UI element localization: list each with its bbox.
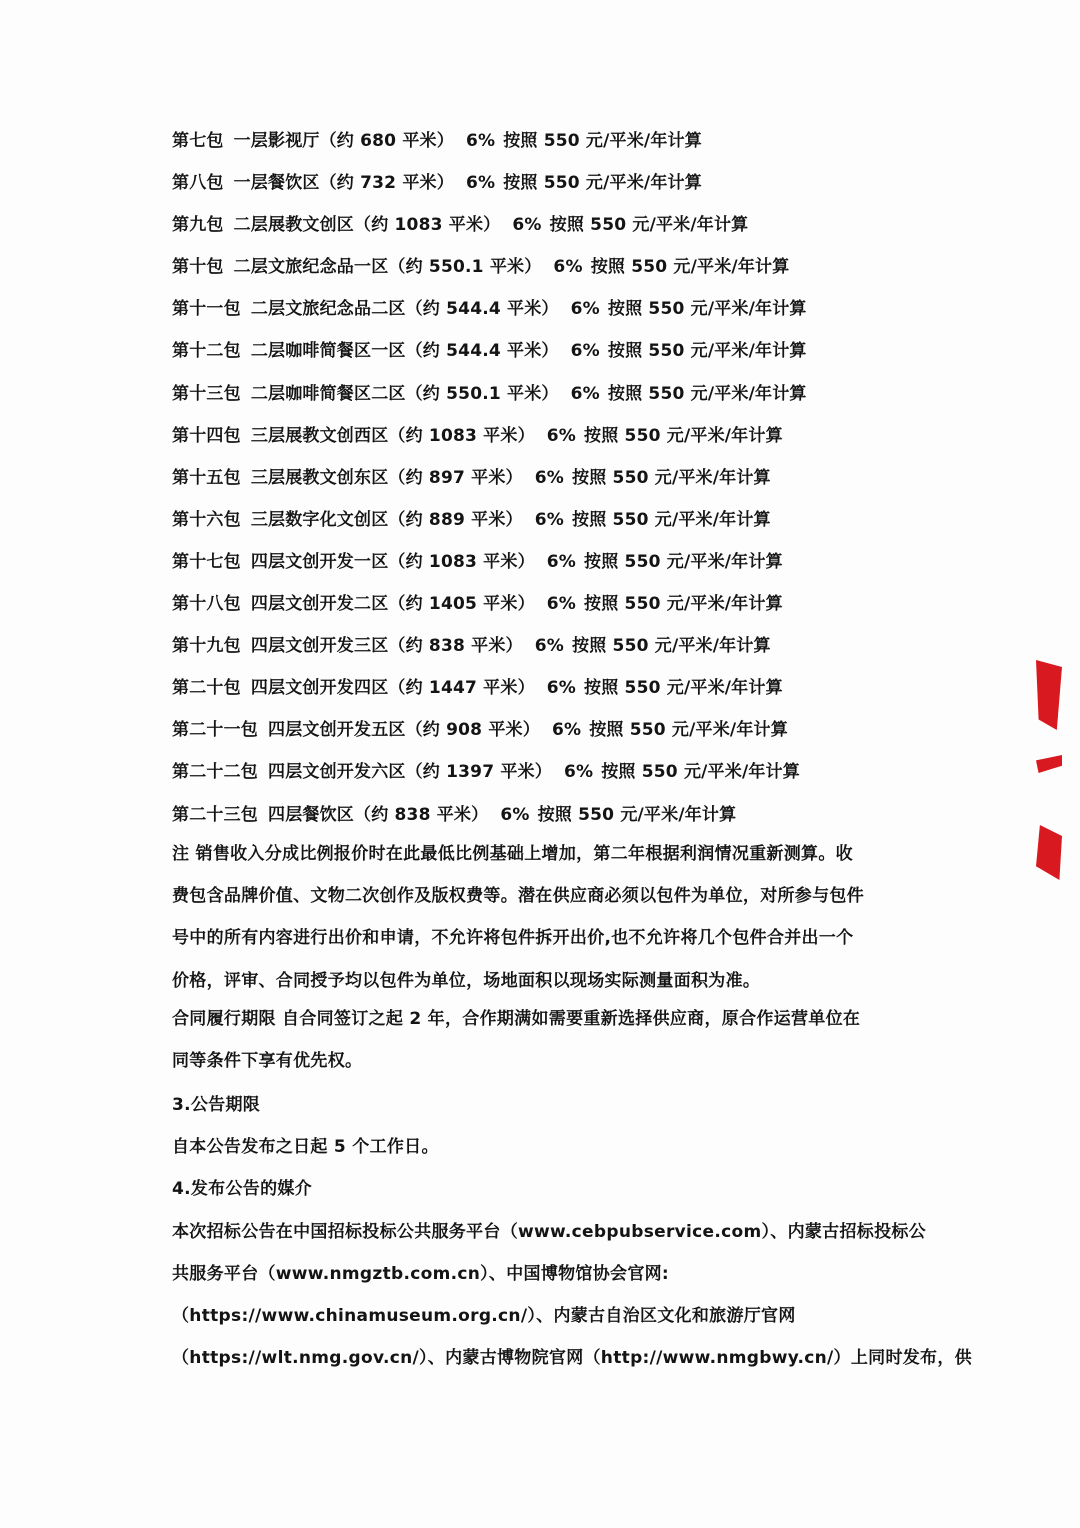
- package-ratio: 6%: [534, 467, 565, 488]
- package-number: 第十七包: [172, 551, 241, 572]
- package-price: 按照 550 元/平米/年计算: [584, 425, 783, 446]
- package-number: 第十一包: [172, 299, 241, 320]
- package-row: [172, 124, 932, 166]
- package-number: 第十九包: [172, 636, 241, 657]
- package-price: 按照 550 元/平米/年计算: [607, 341, 807, 362]
- package-price: 按照 550 元/平米/年计算: [503, 173, 702, 194]
- section-heading-media: 4.发布公告的媒介: [172, 1179, 312, 1200]
- package-row: [172, 377, 932, 419]
- package-ratio: 6%: [546, 551, 577, 572]
- package-ratio: 6%: [500, 804, 530, 825]
- media-line: （https://wlt.nmg.gov.cn/）、内蒙古博物院官网（http://www.nmgbwy.cn/）上同时发布，供: [172, 1348, 972, 1369]
- package-ratio: 6%: [546, 425, 577, 446]
- package-ratio: 6%: [563, 762, 594, 783]
- package-area: 四层文创开发一区（约 1083 平米）: [250, 551, 535, 572]
- seal-fragment: [1036, 660, 1062, 730]
- package-ratio: 6%: [512, 215, 542, 236]
- package-area: 二层文旅纪念品一区（约 550.1 平米）: [233, 257, 542, 278]
- package-price: 按照 550 元/平米/年计算: [590, 257, 790, 278]
- package-price: 按照 550 元/平米/年计算: [537, 804, 737, 825]
- package-number: 第十三包: [172, 383, 241, 404]
- package-list: [172, 124, 932, 840]
- note-line: 价格，评审、合同授予均以包件为单位，场地面积以现场实际测量面积为准。: [172, 970, 761, 991]
- package-ratio: 6%: [546, 678, 577, 699]
- package-ratio: 6%: [534, 636, 565, 657]
- package-number: 第二十二包: [172, 762, 258, 783]
- package-area: 二层文旅纪念品二区（约 544.4 平米）: [250, 299, 559, 320]
- package-price: 按照 550 元/平米/年计算: [607, 299, 807, 320]
- term-line: 合同履行期限 自合同签订之起 2 年，合作期满如需要重新选择供应商，原合作运营单位在: [172, 1009, 861, 1029]
- package-price: 按照 550 元/平米/年计算: [584, 678, 783, 699]
- package-area: 四层文创开发二区（约 1405 平米）: [250, 594, 535, 615]
- package-row: [172, 461, 932, 503]
- package-area: 二层咖啡简餐区二区（约 550.1 平米）: [250, 383, 559, 404]
- package-ratio: 6%: [465, 131, 496, 151]
- package-number: 第二十三包: [172, 804, 258, 825]
- package-number: 第九包: [172, 215, 224, 236]
- package-price: 按照 550 元/平米/年计算: [549, 215, 749, 236]
- package-area: 四层文创开发五区（约 908 平米）: [268, 720, 540, 741]
- red-seal-stamp: [1036, 660, 1066, 890]
- package-price: 按照 550 元/平米/年计算: [584, 551, 783, 572]
- package-number: 第十五包: [172, 467, 241, 488]
- media-line: （https://www.chinamuseum.org.cn/）、内蒙古自治区文化和旅游厅官网: [172, 1306, 796, 1327]
- package-number: 第八包: [172, 173, 224, 194]
- package-price: 按照 550 元/平米/年计算: [601, 762, 800, 783]
- package-row: [172, 503, 932, 545]
- package-price: 按照 550 元/平米/年计算: [572, 636, 771, 657]
- package-number: 第十六包: [172, 509, 241, 530]
- package-row: [172, 292, 932, 334]
- media-line: 共服务平台（www.nmgztb.com.cn）、中国博物馆协会官网:: [172, 1263, 670, 1284]
- package-row: [172, 334, 932, 376]
- package-row: [172, 166, 932, 208]
- package-area: 四层餐饮区（约 838 平米）: [268, 804, 489, 825]
- package-row: [172, 713, 932, 755]
- note-line: 号中的所有内容进行出价和申请，不允许将包件拆开出价,也不允许将几个包件合并出一个: [172, 928, 854, 949]
- package-row: [172, 545, 932, 587]
- package-number: 第十二包: [172, 341, 241, 362]
- package-row: [172, 419, 932, 461]
- section-heading-period: 3.公告期限: [172, 1095, 261, 1115]
- package-ratio: 6%: [551, 720, 582, 741]
- package-area: 二层咖啡简餐区一区（约 544.4 平米）: [250, 341, 559, 362]
- package-area: 三层展教文创东区（约 897 平米）: [250, 467, 523, 488]
- term-line: 同等条件下享有优先权。: [172, 1051, 363, 1072]
- package-ratio: 6%: [570, 383, 600, 404]
- package-price: 按照 550 元/平米/年计算: [607, 383, 807, 404]
- package-row: [172, 250, 932, 292]
- note-line: 注 销售收入分成比例报价时在此最低比例基础上增加，第二年根据利润情况重新测算。收: [172, 844, 853, 864]
- package-area: 四层文创开发四区（约 1447 平米）: [250, 678, 535, 699]
- media-line: 本次招标公告在中国招标投标公共服务平台（www.cebpubservice.com）、内蒙古招标投标公: [172, 1221, 926, 1242]
- package-row: [172, 671, 932, 713]
- package-area: 一层影视厅（约 680 平米）: [233, 131, 454, 151]
- package-area: 三层数字化文创区（约 889 平米）: [250, 509, 523, 530]
- announcement-sections: [172, 1084, 972, 1379]
- seal-fragment: [1036, 825, 1062, 880]
- package-ratio: 6%: [546, 594, 577, 615]
- package-row: [172, 629, 932, 671]
- package-ratio: 6%: [465, 173, 496, 194]
- package-ratio: 6%: [570, 341, 600, 362]
- contract-term-paragraph: [172, 998, 912, 1082]
- package-row: [172, 587, 932, 629]
- package-row: [172, 208, 932, 250]
- package-row: [172, 755, 932, 797]
- period-text: 自本公告发布之日起 5 个工作日。: [172, 1137, 439, 1158]
- package-price: 按照 550 元/平米/年计算: [572, 467, 771, 488]
- note-paragraph: [172, 833, 912, 1002]
- package-area: 四层文创开发六区（约 1397 平米）: [268, 762, 552, 783]
- note-line: 费包含品牌价值、文物二次创作及版权费等。潜在供应商必须以包件为单位，对所参与包件: [172, 886, 864, 907]
- seal-fragment: [1036, 755, 1062, 773]
- package-area: 一层餐饮区（约 732 平米）: [233, 173, 454, 194]
- package-number: 第十包: [172, 257, 224, 278]
- package-ratio: 6%: [570, 299, 600, 320]
- package-area: 四层文创开发三区（约 838 平米）: [250, 636, 523, 657]
- package-area: 三层展教文创西区（约 1083 平米）: [250, 425, 535, 446]
- package-ratio: 6%: [534, 509, 565, 530]
- package-price: 按照 550 元/平米/年计算: [572, 509, 771, 530]
- package-price: 按照 550 元/平米/年计算: [503, 131, 702, 151]
- package-area: 二层展教文创区（约 1083 平米）: [233, 215, 501, 236]
- package-number: 第二十包: [172, 678, 241, 699]
- package-price: 按照 550 元/平米/年计算: [584, 594, 783, 615]
- package-price: 按照 550 元/平米/年计算: [589, 720, 788, 741]
- package-number: 第十八包: [172, 594, 241, 615]
- package-number: 第二十一包: [172, 720, 258, 741]
- package-ratio: 6%: [553, 257, 583, 278]
- package-number: 第七包: [172, 131, 224, 151]
- package-number: 第十四包: [172, 425, 241, 446]
